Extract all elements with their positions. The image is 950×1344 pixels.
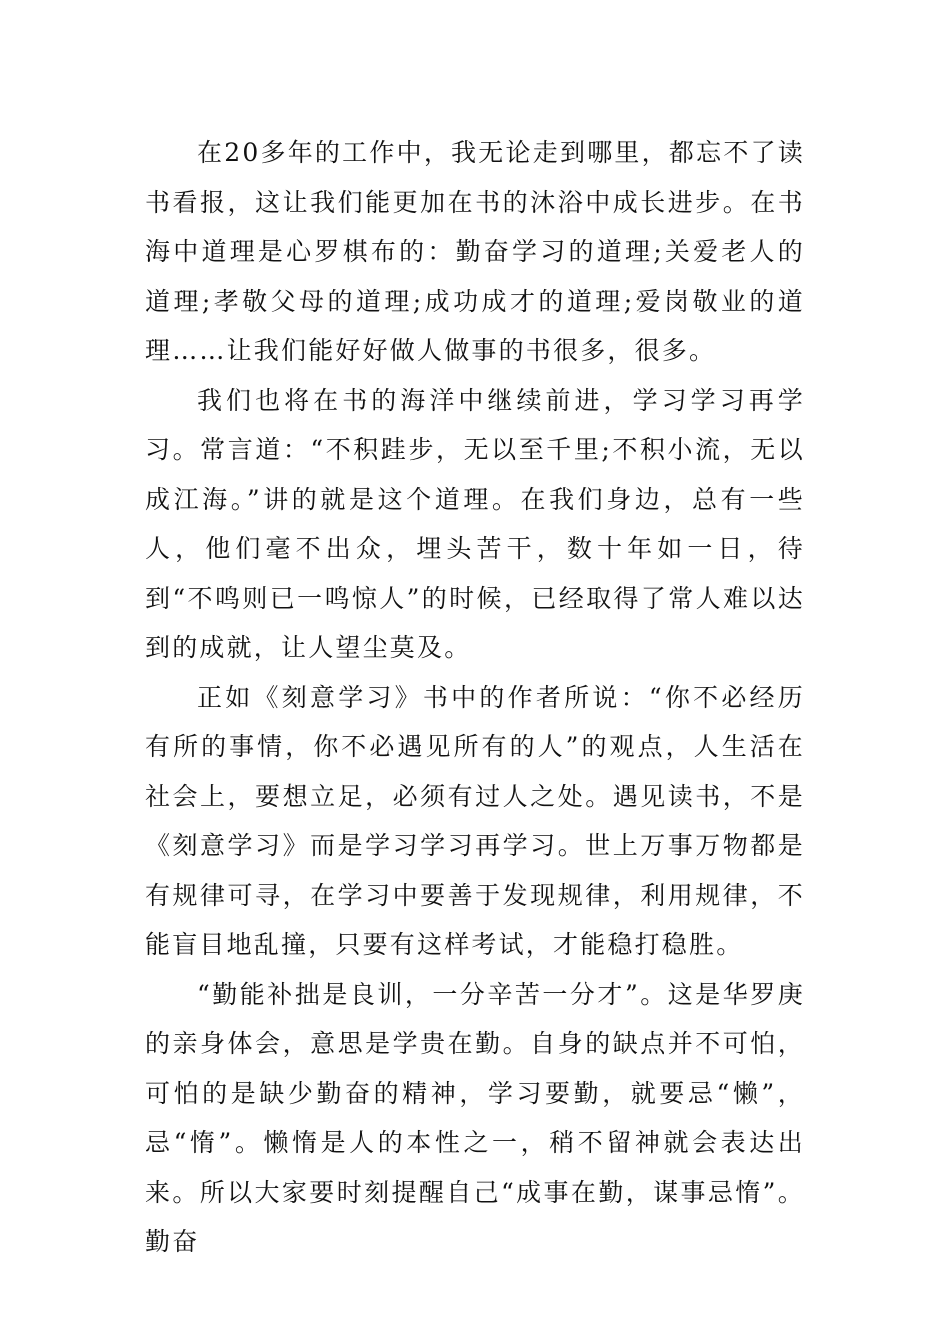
paragraph-3: 正如《刻意学习》书中的作者所说：“你不必经历有所的事情，你不必遇见所有的人”的观点，人生活在社会上，要想立足，必须有过人之处。遇见读书，不是《刻意学习》而是学习学习再学习。世上万事万物都是有规律可寻，在学习中要善于发现规律，利用规律，不能盲目地乱撞，只要有这样考试，才能稳打稳胜。 (145, 682, 805, 959)
paragraph-1: 在20多年的工作中，我无论走到哪里，都忘不了读书看报，这让我们能更加在书的沐浴中成长进步。在书海中道理是心罗棋布的：勤奋学习的道理;关爱老人的道理;孝敬父母的道理;成功成才的道理;爱岗敬业的道理……让我们能好好做人做事的书很多，很多。 (145, 138, 805, 365)
paragraph-4: “勤能补拙是良训，一分辛苦一分才”。这是华罗庚的亲身体会，意思是学贵在勤。自身的缺点并不可怕，可怕的是缺少勤奋的精神，学习要勤，就要忌“懒”，忌“惰”。懒惰是人的本性之一，稍不留神就会表达出来。所以大家要时刻提醒自己“成事在勤，谋事忌惰”。勤奋 (145, 979, 805, 1256)
paragraph-2: 我们也将在书的海洋中继续前进，学习学习再学习。常言道：“不积跬步，无以至千里;不积小流，无以成江海。”讲的就是这个道理。在我们身边，总有一些人，他们毫不出众，埋头苦干，数十年如一日，待到“不鸣则已一鸣惊人”的时候，已经取得了常人难以达到的成就，让人望尘莫及。 (145, 385, 805, 662)
document-body (145, 128, 805, 1267)
